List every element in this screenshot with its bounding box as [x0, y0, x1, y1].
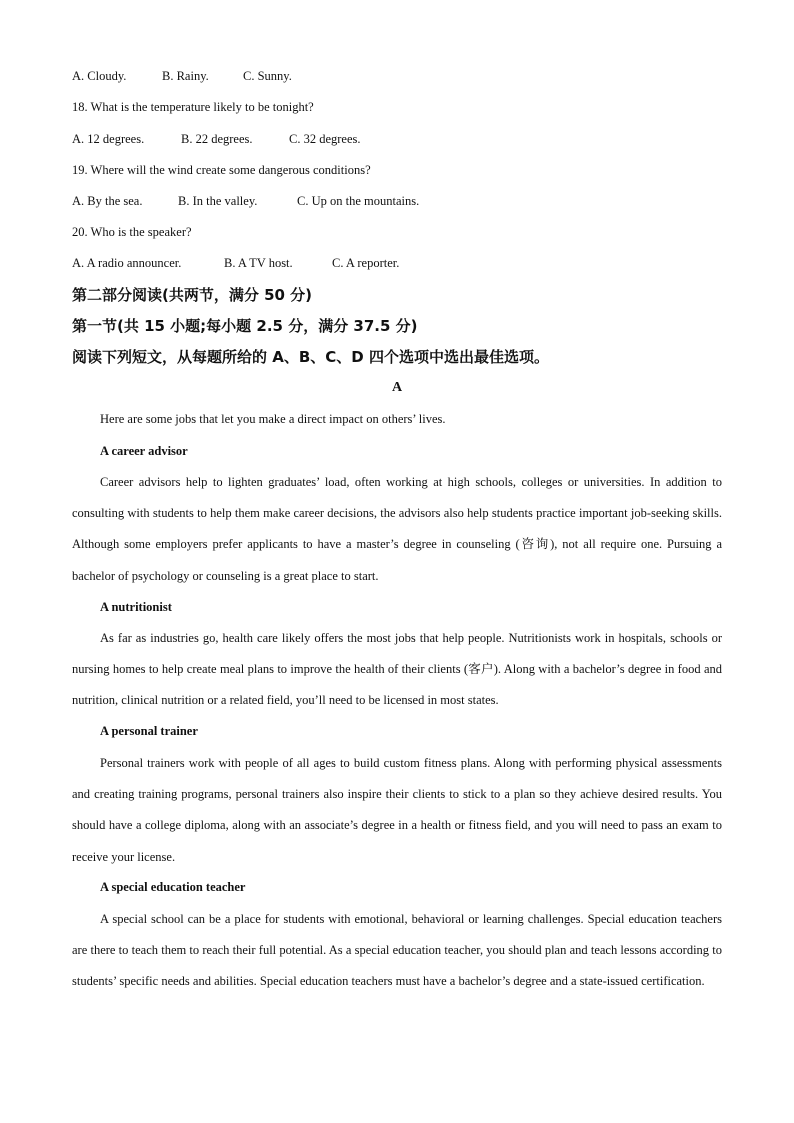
- instructions: 阅读下列短文，从每题所给的 A、B、C、D 四个选项中选出最佳选项。: [72, 348, 549, 366]
- option: B. Rainy.: [162, 69, 209, 83]
- q19-options: [72, 193, 419, 209]
- option: A. A radio announcer.: [72, 256, 182, 270]
- section-title: A personal trainer: [100, 724, 198, 738]
- option: B. 22 degrees.: [181, 132, 253, 146]
- option: C. Sunny.: [243, 69, 292, 83]
- q17-options: [72, 68, 292, 84]
- passage-label: A: [391, 380, 403, 395]
- q20-question: 20. Who is the speaker?: [72, 225, 192, 239]
- q19-question: 19. Where will the wind create some dangerous conditions?: [72, 163, 371, 177]
- option: C. Up on the mountains.: [297, 194, 420, 208]
- option: B. In the valley.: [178, 194, 258, 208]
- option: B. A TV host.: [224, 256, 293, 270]
- part2-heading: 第二部分阅读(共两节，满分 50 分): [72, 286, 313, 304]
- q18-question: 18. What is the temperature likely to be tonight?: [72, 100, 314, 114]
- section-paragraph: As far as industries go, health care likely offers the most jobs that help people. Nutritionists work in hospitals, schools or nursing homes to help create meal plans to improve the health of their clients (客户). Along with a bachelor’s degree in food and nutrition, clinical nutrition or a related field, you’ll need to be licensed in most states.: [72, 631, 722, 708]
- section-title: A career advisor: [100, 444, 188, 458]
- section-paragraph: A special school can be a place for students with emotional, behavioral or learning challenges. Special education teachers are there to teach them to reach their full potential. As a special education teacher, you should plan and teach lessons according to students’ specific needs and abilities. Special education teachers must have a bachelor’s degree and a state-issued certification.: [72, 912, 722, 989]
- section-title: A nutritionist: [100, 600, 172, 614]
- section-title: A special education teacher: [100, 880, 246, 894]
- option: A. Cloudy.: [72, 69, 127, 83]
- section-paragraph: Personal trainers work with people of all ages to build custom fitness plans. Along with performing physical assessments and creating training programs, personal trainers also inspire their clients to stick to a plan so they achieve desired results. You should have a college diploma, along with an associate’s degree in a health or fitness field, and you will need to pass an exam to receive your license.: [72, 756, 722, 864]
- q18-options: [72, 131, 361, 147]
- passage-intro: Here are some jobs that let you make a direct impact on others’ lives.: [100, 412, 446, 426]
- section-paragraph: Career advisors help to lighten graduates’ load, often working at high schools, colleges or universities. In addition to consulting with students to help them make career decisions, the advisors also help students practice important job-seeking skills. Although some employers prefer applicants to have a master’s degree in counseling (咨询), not all require one. Pursuing a bachelor of psychology or counseling is a great place to start.: [72, 475, 722, 583]
- option: A. By the sea.: [72, 194, 143, 208]
- option: A. 12 degrees.: [72, 132, 145, 146]
- option: C. A reporter.: [332, 256, 400, 270]
- section1-heading: 第一节(共 15 小题;每小题 2.5 分，满分 37.5 分): [72, 317, 418, 335]
- option: C. 32 degrees.: [289, 132, 361, 146]
- q20-options: [72, 255, 399, 271]
